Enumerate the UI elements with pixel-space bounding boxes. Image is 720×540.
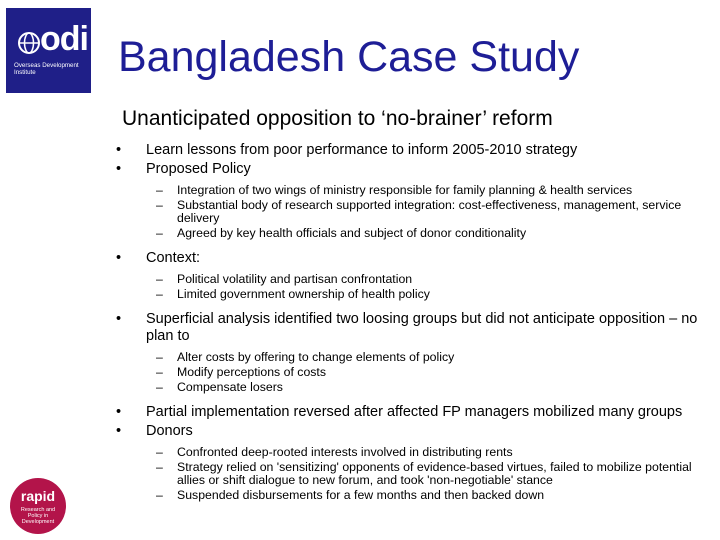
dash-marker: – [156, 488, 163, 502]
odi-logo-text: odi [40, 20, 88, 58]
sub-bullet-item [116, 489, 710, 502]
bullet-item [116, 404, 710, 421]
bullet-text: Partial implementation reversed after affected FP managers mobilized many groups [146, 404, 683, 420]
rapid-logo-subtext: Research and Policy in Development [20, 507, 56, 525]
sub-bullet-item [116, 288, 710, 301]
bullet-marker: • [116, 423, 122, 439]
dash-marker: – [156, 287, 163, 301]
sub-bullet-text: Substantial body of research supported integration: cost-effectiveness, management, service delivery [177, 198, 682, 225]
sub-bullet-text: Suspended disbursements for a few months and then backed down [177, 488, 545, 502]
rapid-logo [10, 478, 66, 534]
sub-bullet-text: Alter costs by offering to change elements of policy [177, 350, 455, 364]
sub-bullet-text: Modify perceptions of costs [177, 365, 326, 379]
odi-logo [6, 8, 91, 93]
bullet-text: Superficial analysis identified two loosing groups but did not anticipate opposition – no plan to [146, 311, 698, 344]
sub-bullet-text: Integration of two wings of ministry responsible for family planning & health services [177, 183, 633, 197]
dash-marker: – [156, 365, 163, 379]
bullet-marker: • [116, 161, 122, 177]
sidebar [0, 0, 100, 540]
bullet-item [116, 161, 710, 178]
sub-bullet-item [116, 273, 710, 286]
bullet-text: Learn lessons from poor performance to inform 2005-2010 strategy [146, 142, 578, 158]
bullet-marker: • [116, 404, 122, 420]
bullet-marker: • [116, 250, 122, 266]
odi-logo-subtext: Overseas Development Institute [14, 62, 79, 76]
bullet-marker: • [116, 311, 122, 327]
sub-bullet-item [116, 381, 710, 394]
sub-bullet-item [116, 227, 710, 240]
dash-marker: – [156, 183, 163, 197]
bullet-marker: • [116, 142, 122, 158]
slide-title: Bangladesh Case Study [118, 33, 580, 81]
dash-marker: – [156, 445, 163, 459]
dash-marker: – [156, 198, 163, 212]
sub-bullet-item [116, 446, 710, 459]
bullet-item [116, 250, 710, 267]
dash-marker: – [156, 226, 163, 240]
sub-bullet-item [116, 366, 710, 379]
bullet-list [116, 142, 710, 504]
sub-bullet-item [116, 184, 710, 197]
bullet-text: Proposed Policy [146, 161, 251, 177]
dash-marker: – [156, 350, 163, 364]
dash-marker: – [156, 460, 163, 474]
dash-marker: – [156, 380, 163, 394]
bullet-item [116, 311, 710, 345]
bullet-text: Context: [146, 250, 200, 266]
sub-bullet-text: Compensate losers [177, 380, 283, 394]
sub-bullet-text: Confronted deep-rooted interests involved in distributing rents [177, 445, 513, 459]
sub-bullet-text: Strategy relied on 'sensitizing' opponents of evidence-based virtues, failed to mobilize potential allies or shift dialogue to new forum, and took 'non-negotiable' stance [177, 460, 692, 487]
sub-bullet-text: Agreed by key health officials and subject of donor conditionality [177, 226, 527, 240]
rapid-logo-text: rapid [20, 488, 56, 504]
bullet-item [116, 142, 710, 159]
dash-marker: – [156, 272, 163, 286]
sub-bullet-item [116, 461, 710, 487]
sub-bullet-item [116, 199, 710, 225]
bullet-item [116, 423, 710, 440]
bullet-text: Donors [146, 423, 193, 439]
slide-subtitle: Unanticipated opposition to ‘no-brainer’ reform [122, 107, 553, 130]
sub-bullet-item [116, 351, 710, 364]
globe-icon [18, 32, 40, 54]
sub-bullet-text: Limited government ownership of health policy [177, 287, 430, 301]
sub-bullet-text: Political volatility and partisan confrontation [177, 272, 413, 286]
